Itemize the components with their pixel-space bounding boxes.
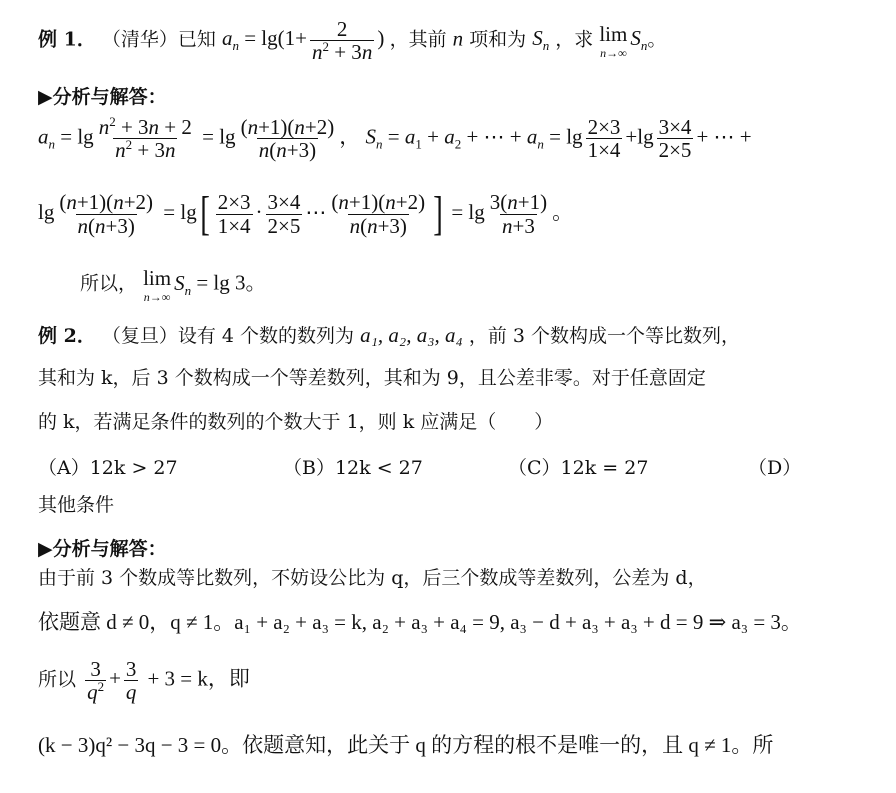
analysis-1-line-1: $a_n = \lg$ $\frac{n^2 + 3n + 2}{n^2 + 3n}$ = lg $\frac{(n+1)(n+2)}{n(n+3)}$ ， $S_n = a_1 + a_2$ + ⋯ + $a_n = \lg$ $\frac{2\times 3}{1\times 4}$ +lg $\frac{3\times 4}{2\times 5}$ + ⋯ + [38,114,752,163]
analysis-2-line-3: 所以 $\frac{3}{q^2}$ + $\frac{3}{q}$ + 3 = k，即 [38,657,250,705]
analysis-1-heading: ▶分析与解答： [38,86,167,108]
option-a: （A）12k > 27 [38,457,178,479]
example-1-formula: $a_n = \lg(1+$ $\frac{2}{n^2 + 3n}$ ) [221,17,390,65]
analysis-2-line-1: 由于前 3 个数成等比数列，不妨设公比为 q，后三个数成等差数列，公差为 d， [38,567,707,589]
example-1-label: 例 1． [38,28,96,51]
example-1-n: n [452,26,464,51]
option-d: （D） [748,457,802,479]
example-1-text: ，其前 [389,28,447,51]
example-2-label: 例 2． [38,325,96,347]
example-2-line-1: 例 2． （复旦）设有 4 个数的数列为 a₁, a₂, a₃, a₄ ，前 3 个数构成一个等比数列， [38,323,741,347]
example-1-text-sum: 项和为 [469,28,527,51]
analysis-2-heading: ▶分析与解答： [38,538,167,560]
example-2-line-3: 的 k，若满足条件的数列的个数大于 1，则 k 应满足（ ） [38,411,554,433]
analysis-1-conclusion: 所以， lim n→∞ $S_n = \lg 3$。 [80,266,267,305]
option-c: （C）12k = 27 [508,457,649,479]
limit-expression: lim n→∞ [599,21,628,60]
example-1-statement: 例 1． （清华）已知 $a_n = \lg(1+$ $\frac{2}{n^2 + 3n}$ ) ，其前 n 项和为 $S_n$ ，求 lim n→∞ $S_n$。 [38,17,667,65]
example-1-text-find: ，求 [555,28,594,51]
example-1-source: （清华）已知 [101,28,216,51]
analysis-2-line-4: (k − 3)q² − 3q − 3 = 0。依题意知，此关于 q 的方程的根不是唯一的，且 q ≠ 1。所 [38,733,774,757]
analysis-2-line-2: 依题意 d ≠ 0，q ≠ 1。a₁ + a₂ + a₃ = k, a₂ + a₃ + a₄ = 9, a₃ − d + a₃ + a₃ + d = 9 ⇒ a₃ = 3。 [38,610,802,634]
analysis-1-line-2: lg $\frac{(n+1)(n+2)}{n(n+3)}$ = lg[ $\frac{2\times 3}{1\times 4}$ · $\frac{3\times 4}{2\times 5}$ ⋯ $\frac{(n+1)(n+2)}{n(n+3)}$ ] = lg $\frac{3(n+1)}{n+3}$ 。 [38,187,574,240]
option-b: （B）12k < 27 [283,457,423,479]
example-2-line-2: 其和为 k，后 3 个数构成一个等差数列，其和为 9，且公差非零。对于任意固定 [38,367,706,389]
option-d-text: 其他条件 [38,494,115,516]
